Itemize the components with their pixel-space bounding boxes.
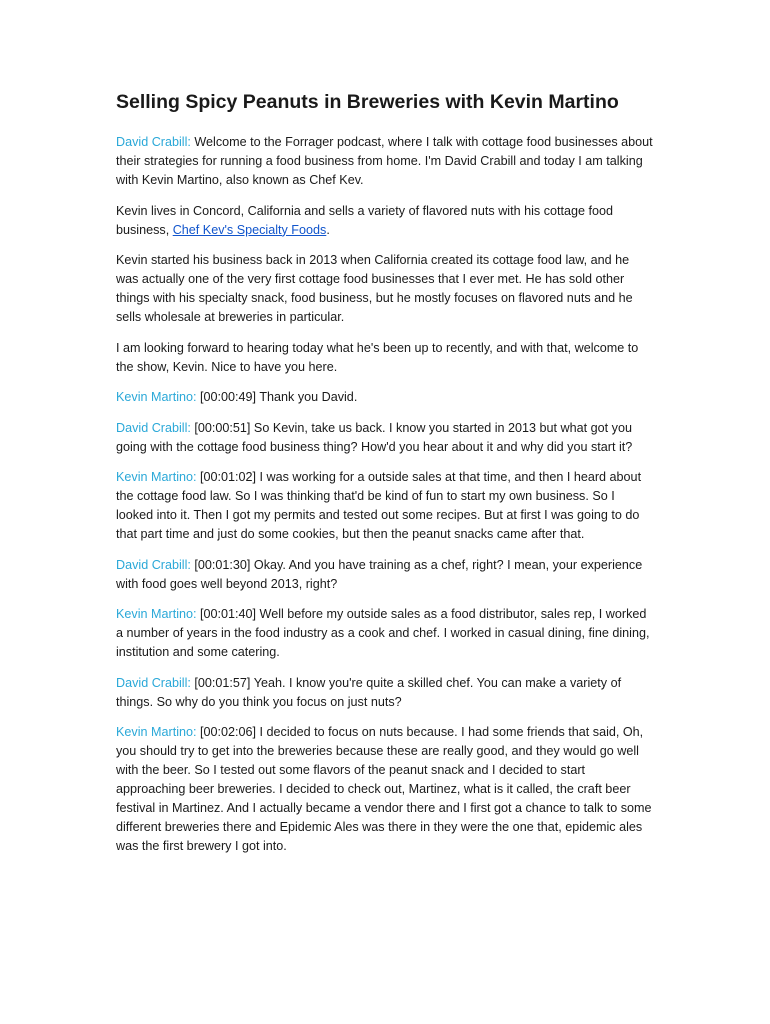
- transcript-paragraph: [116, 556, 654, 594]
- timestamp: [00:00:51]: [194, 420, 251, 435]
- speaker-name: David Crabill:: [116, 420, 191, 435]
- speaker-name: Kevin Martino:: [116, 390, 197, 404]
- timestamp: [00:02:06]: [200, 725, 257, 739]
- paragraph-text: Kevin started his business back in 2013 when California created its cottage food law, and he was actually one of the very first cottage food businesses that I ever met. He has sold other things with his specialty snack, food business, but he mostly focuses on flavored nuts and he sells wholesale at breweries in particular.: [116, 253, 633, 324]
- paragraph-text: Okay. And you have training as a chef, right? I mean, your experience with food goes well beyond 2013, right?: [116, 557, 643, 591]
- transcript-paragraph: [116, 339, 654, 377]
- paragraph-text: Welcome to the Forrager podcast, where I talk with cottage food businesses about their strategies for running a food business from home. I'm David Crabill and today I am talking with Kevin Martino, also known as Chef Kev.: [116, 135, 653, 187]
- speaker-name: Kevin Martino:: [116, 607, 197, 621]
- transcript-paragraph: [116, 419, 654, 457]
- speaker-name: David Crabill:: [116, 135, 191, 149]
- timestamp: [00:01:30]: [194, 557, 251, 572]
- paragraph-text: Kevin lives in Concord, California and sells a variety of flavored nuts with his cottage food business,: [116, 203, 614, 237]
- timestamp: [00:00:49]: [200, 390, 257, 404]
- speaker-name: David Crabill:: [116, 675, 191, 690]
- paragraph-text: .: [326, 222, 330, 237]
- paragraph-text: I was working for a outside sales at that time, and then I heard about the cottage food law. So I was thinking that'd be kind of fun to start my own business. So I looked into it. Then I got my permits and tested out some recipes. But at first I was going to do that part time and just do some cookies, but then the peanut snacks came after that.: [116, 470, 642, 541]
- paragraph-text: Well before my outside sales as a food distributor, sales rep, I worked a number of years in the food industry as a cook and chef. I worked in casual dining, fine dining, institution and some catering.: [116, 607, 650, 659]
- transcript-paragraph: [116, 388, 654, 407]
- transcript-paragraph: [116, 251, 654, 327]
- transcript-paragraph: [116, 723, 654, 856]
- paragraph-text: So Kevin, take us back. I know you started in 2013 but what got you going with the cottage food business thing? How'd you hear about it and why did you start it?: [116, 420, 633, 454]
- speaker-name: Kevin Martino:: [116, 470, 197, 484]
- speaker-name: David Crabill:: [116, 557, 191, 572]
- paragraph-text: Yeah. I know you're quite a skilled chef. You can make a variety of things. So why do you think you focus on just nuts?: [116, 675, 622, 709]
- transcript-paragraph: [116, 202, 654, 240]
- timestamp: [00:01:57]: [194, 675, 251, 690]
- paragraph-text: Thank you David.: [259, 390, 358, 404]
- paragraph-text: I am looking forward to hearing today what he's been up to recently, and with that, welcome to the show, Kevin. Nice to have you here.: [116, 340, 639, 374]
- page-title: Selling Spicy Peanuts in Breweries with Kevin Martino: [116, 91, 619, 113]
- transcript-paragraph: [116, 133, 654, 190]
- timestamp: [00:01:02]: [200, 470, 257, 484]
- transcript-paragraph: [116, 605, 654, 662]
- transcript-paragraph: [116, 468, 654, 544]
- paragraph-text: I decided to focus on nuts because. I had some friends that said, Oh, you should try to get into the breweries because these are really good, and they would go well with the beer. So I tested out some flavors of the peanut snack and I decided to start approaching beer breweries. I decided to check out, Martinez, what is it called, the craft beer festival in Martinez. And I actually became a vendor there and I first got a chance to talk to some different breweries there and Epidemic Ales was there in they were the one that, epidemic ales was the first brewery I got into.: [116, 725, 652, 853]
- timestamp: [00:01:40]: [200, 607, 257, 621]
- transcript-paragraph: [116, 674, 654, 712]
- speaker-name: Kevin Martino:: [116, 725, 197, 739]
- business-link[interactable]: Chef Kev's Specialty Foods: [172, 222, 327, 237]
